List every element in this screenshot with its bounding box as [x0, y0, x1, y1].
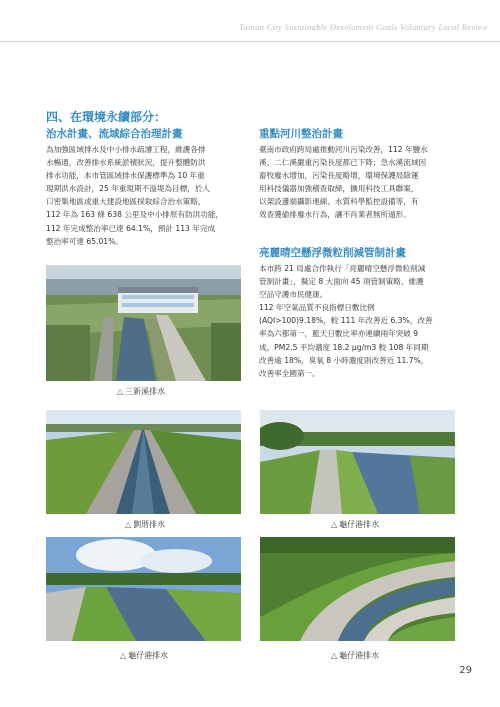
caption-2-marker: △ [125, 520, 132, 529]
caption-4 [120, 650, 168, 661]
right-body-2-line: 管制計畫」，擬定 8 大面向 45 項管制策略，維護 [259, 277, 424, 287]
right-body-2-line: 成，PM2.5 平均濃度 18.2 μg/m3 較 108 年同期 [259, 342, 429, 352]
left-body-line: 水暢通，改善排水系統淤積狀況，提升整體防洪 [46, 158, 206, 168]
caption-3 [331, 519, 379, 530]
right-body-2-line: 空品守護市民健康。 [259, 290, 328, 300]
right-body-1 [259, 143, 455, 222]
right-body-1-line: 畜牧廢水增加，污染長度略增，環境保護局除運 [259, 171, 419, 181]
left-body-line: 112 年為 163 條 638 公里及中小排原有防洪功能， [46, 210, 224, 220]
caption-2 [125, 519, 165, 530]
section-title: 四、在環境永續部分： [46, 110, 167, 124]
right-body-2-line: 率為六都第一，藍天日數比率亦連續兩年突破 9 [259, 329, 419, 339]
right-heading-1: 重點河川整治計畫 [259, 128, 343, 140]
caption-5-text: 龜仔港排水 [339, 651, 380, 660]
right-body-1-line: 用科技儀器加強稽查取締，擴用科技工具聯案， [259, 184, 419, 194]
header-title: Tainan City Sustainable Develoment Goals Voluntary Local Review [239, 22, 488, 32]
left-body-line: 整治率可達 65.01%。 [46, 236, 123, 246]
caption-3-text: 龜仔港排水 [339, 520, 380, 529]
caption-5 [331, 650, 379, 661]
right-body-1-line: 溪、二仁溪嚴重污染長度都已下降；急水溪流域因 [259, 158, 427, 168]
right-body-2-line: 本市跨 21 局處合作執行「亮麗晴空懸浮微粒削減 [259, 264, 426, 273]
right-body-2-line: (AQI>100)9.18%，較 111 年改善近 6.3%，改善 [259, 316, 433, 326]
caption-3-marker: △ [331, 520, 338, 529]
left-body-line: 排水功能，本市管區域排水保護標準為 10 年重 [46, 171, 205, 181]
right-body-1-line: 效查獲偷排廢水行為，讓不肖業者無所遁形。 [259, 210, 411, 220]
page-number: 29 [459, 665, 472, 676]
right-body-2-line: 112 年空氣品質不良指標日數比例 [259, 303, 375, 313]
caption-1-text: 三新溪排水 [125, 387, 166, 396]
left-body-line: 現期洪水設計，25 年重現期不溢堤為目標，於人 [46, 184, 210, 194]
caption-1 [117, 386, 165, 397]
caption-4-marker: △ [120, 651, 127, 660]
left-body-line: 口密集地區或重大建設地區採取綜合治水策略， [46, 197, 206, 207]
caption-2-text: 劉厝排水 [133, 520, 166, 529]
photo-guizaigang-drainage-2 [46, 537, 241, 641]
photo-liucuo-drainage [46, 410, 241, 514]
right-body-2 [259, 262, 455, 380]
photo-guizaigang-drainage-1 [260, 410, 455, 514]
photo-guizaigang-drainage-3 [260, 537, 455, 641]
header-rule [0, 41, 500, 42]
left-body-line: 為加強區域排水及中小排水疏濬工程，維護各排 [46, 145, 206, 154]
caption-1-marker: △ [117, 387, 124, 396]
right-body-1-line: 臺南市政府跨局處推動河川污染改善，112 年鹽水 [259, 145, 428, 154]
left-heading: 治水計畫、流域綜合治理計畫 [46, 128, 183, 140]
right-heading-2: 亮麗晴空懸浮微粒削減管制計畫 [259, 247, 406, 259]
caption-5-marker: △ [331, 651, 338, 660]
page-header [0, 0, 500, 48]
photo-sanxinxi-drainage [46, 265, 241, 381]
right-body-2-line: 改善率全國第一。 [259, 368, 320, 378]
caption-4-text: 龜仔港排水 [128, 651, 169, 660]
right-body-2-line: 改善逾 18%，臭氧 8 小時濃度則改善近 11.7%， [259, 355, 429, 365]
left-body [46, 143, 242, 248]
left-body-line: 112 年完成整治率已達 64.1%，預計 113 年完成 [46, 223, 216, 233]
right-body-1-line: 以架設邊端攝影連線、水質科學監控設備等，有 [259, 197, 419, 207]
